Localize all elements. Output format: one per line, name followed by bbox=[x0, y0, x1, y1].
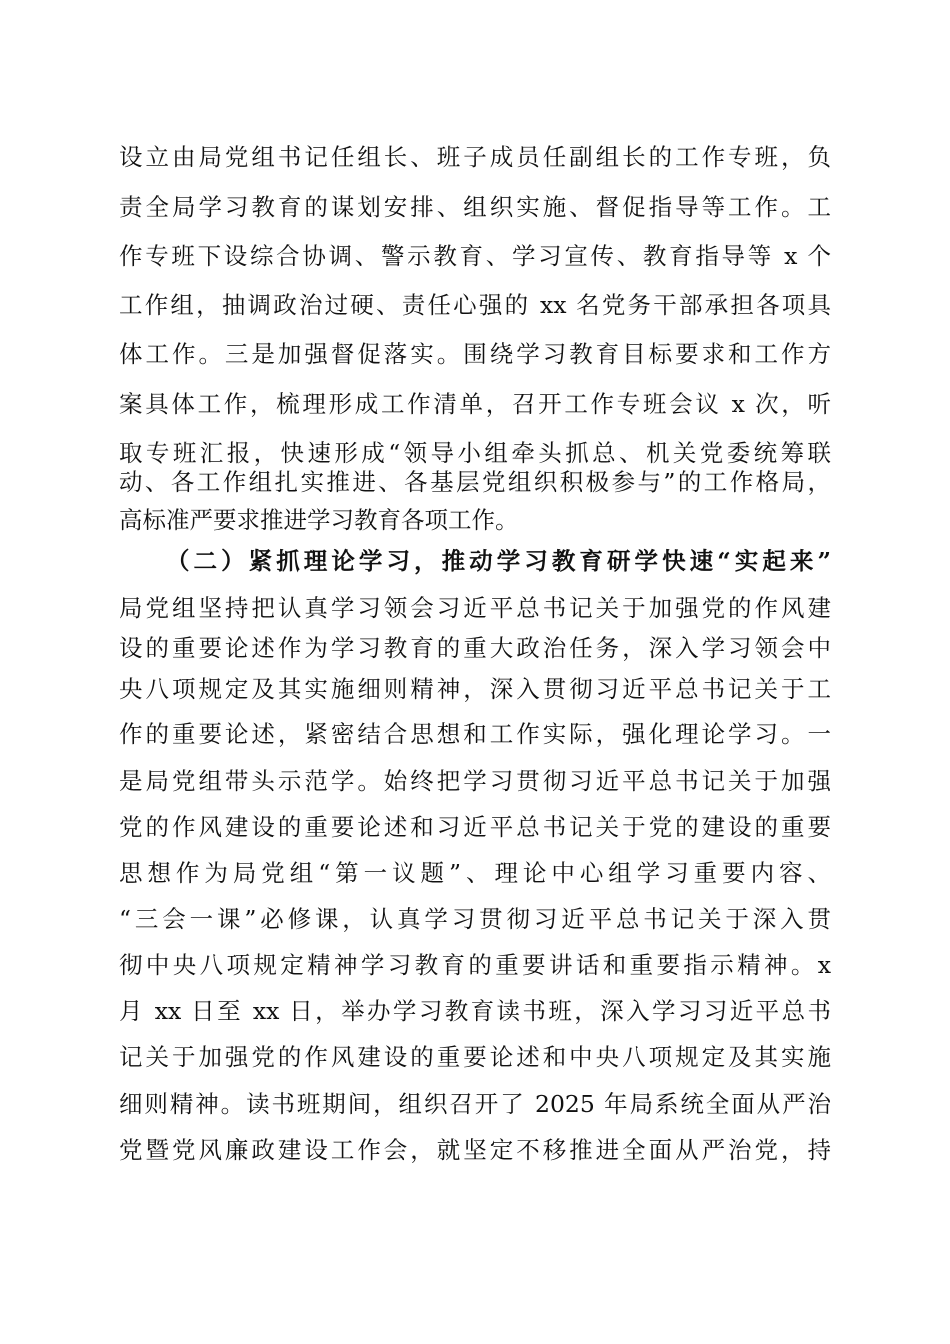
body-text-line: 细则精神。读书班期间，组织召开了 2025 年局系统全面从严治 bbox=[119, 1090, 831, 1118]
body-text-line: 高标准严要求推进学习教育各项工作。 bbox=[119, 506, 519, 534]
body-text-line: 月 xx 日至 xx 日，举办学习教育读书班，深入学习习近平总书 bbox=[119, 997, 831, 1025]
section-heading: （二）紧抓理论学习，推动学习教育研学快速“实起来” bbox=[166, 547, 831, 575]
body-text-line: 设立由局党组书记任组长、班子成员任副组长的工作专班，负 bbox=[119, 143, 831, 171]
body-text-line: 记关于加强党的作风建设的重要论述和中央八项规定及其实施 bbox=[119, 1043, 831, 1071]
body-text-line: 彻中央八项规定精神学习教育的重要讲话和重要指示精神。x bbox=[119, 951, 831, 979]
body-text-line: 思想作为局党组“第一议题”、理论中心组学习重要内容、 bbox=[119, 859, 831, 887]
body-text-line: 取专班汇报，快速形成“领导小组牵头抓总、机关党委统筹联 bbox=[119, 439, 831, 467]
body-text-line: 党暨党风廉政建设工作会，就坚定不移推进全面从严治党，持 bbox=[119, 1136, 831, 1164]
body-text-line: 设的重要论述作为学习教育的重大政治任务，深入学习领会中 bbox=[119, 634, 831, 662]
body-text-line: 是局党组带头示范学。始终把学习贯彻习近平总书记关于加强 bbox=[119, 767, 831, 795]
body-text-line: 作专班下设综合协调、警示教育、学习宣传、教育指导等 x 个 bbox=[119, 242, 831, 270]
body-text-line: 局党组坚持把认真学习领会习近平总书记关于加强党的作风建 bbox=[119, 594, 831, 622]
body-text-line: 案具体工作，梳理形成工作清单，召开工作专班会议 x 次，听 bbox=[119, 390, 831, 418]
body-text-line: 党的作风建设的重要论述和习近平总书记关于党的建设的重要 bbox=[119, 813, 831, 841]
body-text-line: 体工作。三是加强督促落实。围绕学习教育目标要求和工作方 bbox=[119, 340, 831, 368]
body-text-line: 动、各工作组扎实推进、各基层党组织积极参与”的工作格局， bbox=[119, 468, 831, 496]
body-text-line: 作的重要论述，紧密结合思想和工作实际，强化理论学习。一 bbox=[119, 720, 831, 748]
body-text-line: “三会一课”必修课，认真学习贯彻习近平总书记关于深入贯 bbox=[119, 905, 831, 933]
body-text-line: 责全局学习教育的谋划安排、组织实施、督促指导等工作。工 bbox=[119, 193, 831, 221]
body-text-line: 央八项规定及其实施细则精神，深入贯彻习近平总书记关于工 bbox=[119, 675, 831, 703]
body-text-line: 工作组，抽调政治过硬、责任心强的 xx 名党务干部承担各项具 bbox=[119, 291, 831, 319]
